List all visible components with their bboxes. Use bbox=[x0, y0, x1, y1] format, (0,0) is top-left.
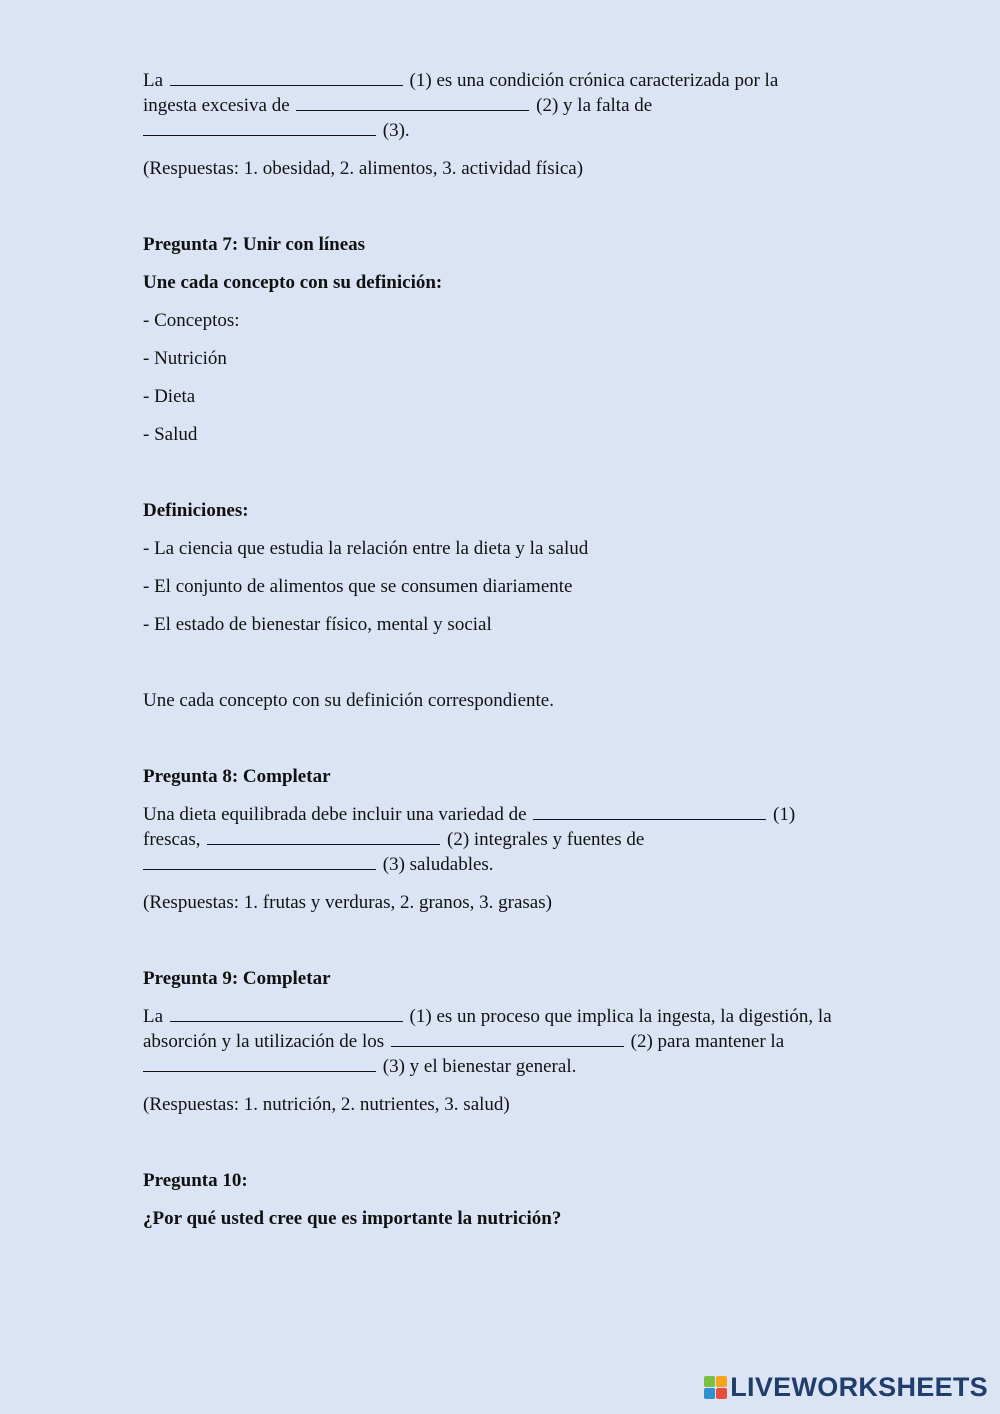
q7-definition-item[interactable]: - La ciencia que estudia la relación entre la dieta y la salud bbox=[143, 538, 589, 559]
q8-text: (1) bbox=[773, 804, 796, 825]
q8-fill-paragraph bbox=[143, 802, 873, 877]
q9-answers: (Respuestas: 1. nutrición, 2. nutrientes, 3. salud) bbox=[143, 1094, 510, 1115]
q7-closing: Une cada concepto con su definición correspondiente. bbox=[143, 690, 554, 711]
q9-text: absorción y la utilización de los bbox=[143, 1031, 385, 1052]
q8-text: (3) saludables. bbox=[382, 854, 494, 875]
q6-blank-2[interactable] bbox=[296, 109, 529, 111]
q9-text: (3) y el bienestar general. bbox=[382, 1056, 577, 1077]
q6-blank-3[interactable] bbox=[143, 134, 376, 136]
q6-text: (2) y la falta de bbox=[536, 95, 653, 116]
logo-tile bbox=[716, 1388, 727, 1399]
logo-text: LIVEWORKSHEETS bbox=[730, 1372, 988, 1402]
q8-blank-3[interactable] bbox=[143, 868, 376, 870]
q8-title: Pregunta 8: Completar bbox=[143, 766, 331, 787]
q7-definition-item[interactable]: - El estado de bienestar físico, mental y social bbox=[143, 614, 492, 635]
q7-concepts-header: - Conceptos: bbox=[143, 310, 240, 331]
q7-definitions-header: Definiciones: bbox=[143, 500, 249, 521]
q8-answers: (Respuestas: 1. frutas y verduras, 2. granos, 3. grasas) bbox=[143, 892, 552, 913]
q8-text: (2) integrales y fuentes de bbox=[447, 829, 645, 850]
q8-blank-1[interactable] bbox=[533, 818, 766, 820]
q9-text: (1) es un proceso que implica la ingesta, la digestión, la bbox=[409, 1006, 832, 1027]
q9-blank-3[interactable] bbox=[143, 1070, 376, 1072]
q9-text: (2) para mantener la bbox=[630, 1031, 785, 1052]
logo-tile bbox=[704, 1388, 715, 1399]
logo-mark-icon bbox=[704, 1376, 727, 1399]
q9-fill-paragraph bbox=[143, 1004, 873, 1079]
q8-blank-2[interactable] bbox=[207, 843, 440, 845]
q9-text: La bbox=[143, 1006, 164, 1027]
q7-title: Pregunta 7: Unir con líneas bbox=[143, 234, 366, 255]
worksheet-page bbox=[143, 68, 873, 1244]
q6-text: (1) es una condición crónica caracterizada por la bbox=[409, 70, 779, 91]
q10-title: Pregunta 10: bbox=[143, 1170, 248, 1191]
q8-text: frescas, bbox=[143, 829, 201, 850]
q6-blank-1[interactable] bbox=[170, 84, 403, 86]
logo-tile bbox=[704, 1376, 715, 1387]
q9-title: Pregunta 9: Completar bbox=[143, 968, 331, 989]
q6-text: La bbox=[143, 70, 164, 91]
q10-question: ¿Por qué usted cree que es importante la nutrición? bbox=[143, 1208, 562, 1229]
q6-answers: (Respuestas: 1. obesidad, 2. alimentos, 3. actividad física) bbox=[143, 158, 584, 179]
q7-instruction: Une cada concepto con su definición: bbox=[143, 272, 443, 293]
q7-concept-item[interactable]: - Dieta bbox=[143, 386, 196, 407]
q7-concept-item[interactable]: - Salud bbox=[143, 424, 198, 445]
q6-text: (3). bbox=[382, 120, 410, 141]
q9-blank-2[interactable] bbox=[391, 1045, 624, 1047]
q6-text: ingesta excesiva de bbox=[143, 95, 290, 116]
logo-tile bbox=[716, 1376, 727, 1387]
q9-blank-1[interactable] bbox=[170, 1020, 403, 1022]
q7-definition-item[interactable]: - El conjunto de alimentos que se consumen diariamente bbox=[143, 576, 573, 597]
q6-fill-paragraph bbox=[143, 68, 873, 143]
liveworksheets-logo bbox=[704, 1372, 988, 1403]
q7-concept-item[interactable]: - Nutrición bbox=[143, 348, 227, 369]
q8-text: Una dieta equilibrada debe incluir una variedad de bbox=[143, 804, 527, 825]
